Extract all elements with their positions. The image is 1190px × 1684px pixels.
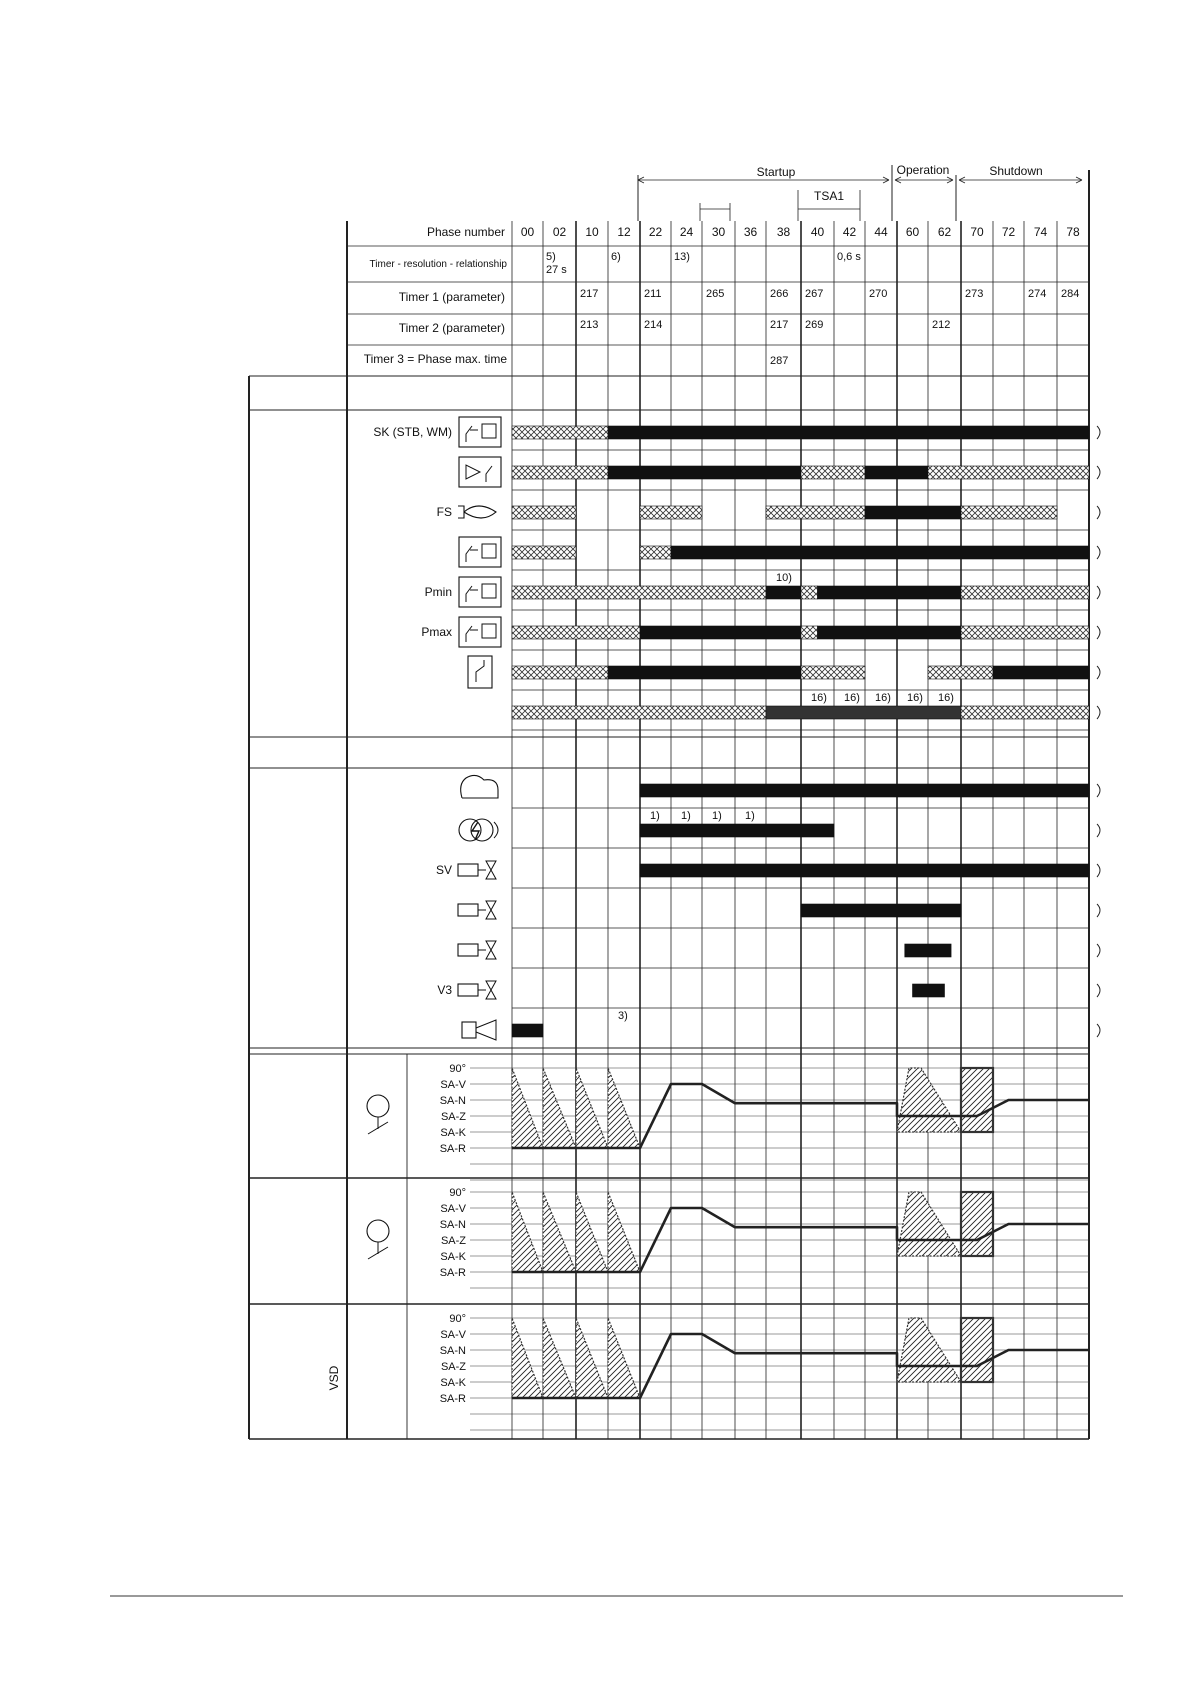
actuator-level-label: 90° — [449, 1187, 466, 1199]
signal-on-bar — [640, 784, 1089, 797]
icon-arc — [494, 822, 498, 838]
signal-on-bar — [801, 904, 961, 917]
vsd-label: VSD — [327, 1365, 341, 1391]
phase-number-label: Phase number — [426, 225, 505, 239]
signal-on-bar — [512, 1024, 543, 1037]
signal-on-bar — [608, 426, 1089, 439]
input-footnote: 16) — [811, 692, 827, 704]
phase-number-cell: 36 — [743, 225, 758, 239]
signal-undefined-bar — [512, 426, 608, 439]
signal-on-bar — [865, 506, 961, 519]
timer3-label: Timer 3 = Phase max. time — [363, 352, 507, 366]
icon-square — [482, 624, 496, 638]
signal-on-bar — [818, 626, 962, 639]
outputs-label: SV — [435, 863, 452, 877]
timer1-cell: 267 — [805, 288, 824, 300]
icon-valve — [478, 901, 496, 919]
timer-resolution-cell: 0,6 s — [837, 251, 861, 263]
timer1-cell: 217 — [580, 288, 599, 300]
signal-on-bar — [608, 666, 801, 679]
actuator-level-label: SA-V — [440, 1079, 466, 1091]
actuator-sawtooth — [576, 1318, 608, 1398]
tsa1-label: TSA1 — [813, 189, 845, 203]
signal-on-bar — [905, 944, 951, 957]
continue-marker — [1097, 626, 1100, 639]
phase-number-cell: 12 — [617, 225, 631, 239]
icon-valve — [478, 981, 496, 999]
timer-resolution-cell: 13) — [674, 251, 690, 263]
signal-undefined-bar — [801, 626, 818, 639]
continue-marker — [1097, 546, 1100, 559]
operation-label: Operation — [896, 163, 950, 177]
phase-number-cell: 02 — [552, 225, 567, 239]
signal-undefined-bar — [640, 546, 671, 559]
signal-on-bar — [608, 466, 801, 479]
inputs-label: Pmax — [421, 625, 452, 639]
continue-marker — [1097, 466, 1100, 479]
timer1-cell: 266 — [770, 288, 789, 300]
icons-layer — [367, 417, 501, 1259]
phase-number-cell: 30 — [711, 225, 726, 239]
timer1-cell: 274 — [1028, 288, 1047, 300]
icon-coil — [471, 819, 493, 841]
phase-number-cell: 62 — [937, 225, 952, 239]
icon-damper — [367, 1095, 389, 1117]
phase-number-cell: 78 — [1066, 225, 1080, 239]
actuator-level-label: SA-K — [440, 1377, 466, 1389]
signal-on-bar — [766, 586, 801, 599]
icon-damper — [367, 1220, 389, 1242]
timer1-label: Timer 1 (parameter) — [398, 290, 505, 304]
actuator-block — [961, 1318, 993, 1382]
phase-number-cell: 22 — [648, 225, 663, 239]
continue-marker — [1097, 784, 1100, 797]
input-footnote: 16) — [907, 692, 923, 704]
continue-marker — [1097, 824, 1100, 837]
actuator-level-label: SA-R — [439, 1393, 466, 1405]
icon-actuator — [458, 864, 478, 876]
icon-box — [459, 417, 501, 447]
icon-box — [459, 537, 501, 567]
icon-damper-arm — [368, 1242, 388, 1259]
phase-number-cell: 60 — [905, 225, 920, 239]
signal-undefined-bar — [928, 666, 993, 679]
input-footnote: 16) — [844, 692, 860, 704]
continue-marker — [1097, 984, 1100, 997]
bars-layer — [512, 426, 1100, 1037]
actuator-level-label: 90° — [449, 1063, 466, 1075]
actuator-sawtooth — [512, 1318, 543, 1398]
signal-on-bar — [913, 984, 945, 997]
timer-resolution-cell: 5) — [546, 251, 556, 263]
output-footnote: 3) — [618, 1010, 628, 1022]
inputs-label: Pmin — [424, 585, 452, 599]
signal-undefined-bar — [961, 506, 1057, 519]
ignition-transformer-icon — [459, 819, 498, 841]
continue-marker — [1097, 506, 1100, 519]
continue-marker — [1097, 586, 1100, 599]
icon-contact — [466, 546, 478, 562]
phase-number-cell: 10 — [585, 225, 599, 239]
timer1-cell: 273 — [965, 288, 984, 300]
timer2-cell: 212 — [932, 319, 951, 331]
signal-undefined-bar — [512, 546, 576, 559]
actuator-level-label: SA-Z — [440, 1361, 466, 1373]
input-footnote: 16) — [875, 692, 891, 704]
icon-box — [459, 617, 501, 647]
timer2-cell: 214 — [644, 319, 663, 331]
signal-on-bar — [818, 586, 962, 599]
icon-actuator — [458, 984, 478, 996]
continue-marker — [1097, 904, 1100, 917]
actuator-level-label: SA-K — [440, 1127, 466, 1139]
icon-valve — [478, 861, 496, 879]
icon-horn — [476, 1020, 496, 1040]
actuator-level-label: SA-Z — [440, 1235, 466, 1247]
continue-marker — [1097, 706, 1100, 719]
actuator-sawtooth — [608, 1068, 640, 1148]
thermostat-contact-icon — [459, 457, 501, 487]
inputs-label: SK (STB, WM) — [373, 425, 452, 439]
phase-number-cell: 74 — [1033, 225, 1048, 239]
actuator-sawtooth — [543, 1318, 576, 1398]
pressure-min-switch-icon — [459, 577, 501, 607]
icon-fan — [461, 775, 498, 798]
continue-marker — [1097, 426, 1100, 439]
flame-signal-icon — [458, 506, 496, 518]
icon-box — [459, 577, 501, 607]
signal-on-bar — [640, 626, 801, 639]
actuator-sawtooth — [576, 1192, 608, 1272]
actuator-sawtooth — [543, 1068, 576, 1148]
phase-number-cell: 42 — [842, 225, 857, 239]
air-pressure-switch-icon — [459, 537, 501, 567]
signal-undefined-bar — [640, 506, 702, 519]
timer1-cell: 265 — [706, 288, 725, 300]
actuator-sawtooth — [543, 1192, 576, 1272]
icon-square — [482, 544, 496, 558]
icon-triangle — [466, 465, 480, 479]
icon-square — [482, 424, 496, 438]
continue-marker — [1097, 666, 1100, 679]
timer1-cell: 284 — [1061, 288, 1080, 300]
phase-number-cell: 24 — [679, 225, 694, 239]
signal-undefined-bar — [512, 586, 766, 599]
input-footnote: 10) — [776, 572, 792, 584]
actuator-level-label: 90° — [449, 1313, 466, 1325]
timer-resolution-label: Timer - resolution - relationship — [369, 259, 507, 270]
actuator-sawtooth — [512, 1192, 543, 1272]
signal-on-bar — [865, 466, 928, 479]
phase-number-cell: 70 — [970, 225, 984, 239]
actuator-level-label: SA-V — [440, 1203, 466, 1215]
shutdown-label: Shutdown — [989, 164, 1043, 178]
icon-contact — [476, 660, 484, 682]
phase-number-cell: 44 — [874, 225, 888, 239]
actuator-2-icon — [367, 1220, 389, 1259]
actuator-level-label: SA-N — [439, 1095, 466, 1107]
actuator-1-icon — [367, 1095, 389, 1134]
header-layer — [638, 163, 1082, 221]
signal-on-bar — [993, 666, 1089, 679]
pressure-max-switch-icon — [459, 617, 501, 647]
fuel-valve-v3-icon — [458, 981, 496, 999]
signal-undefined-bar — [801, 466, 865, 479]
output-footnote: 1) — [681, 810, 691, 822]
outputs-label: V3 — [437, 983, 452, 997]
signal-undefined-bar — [961, 626, 1089, 639]
signal-undefined-bar — [512, 506, 576, 519]
signal-undefined-bar — [512, 626, 640, 639]
continue-marker — [1097, 864, 1100, 877]
signal-undefined-bar — [801, 666, 865, 679]
actuator-level-label: SA-K — [440, 1251, 466, 1263]
actuator-sawtooth — [576, 1068, 608, 1148]
signal-undefined-bar — [961, 586, 1089, 599]
signal-on-bar — [640, 824, 834, 837]
actuator-sawtooth — [608, 1192, 640, 1272]
timer1-cell: 270 — [869, 288, 888, 300]
alarm-horn-icon — [462, 1020, 496, 1040]
safety-valve-icon — [458, 861, 496, 879]
icon-square — [482, 584, 496, 598]
signal-undefined-bar — [766, 506, 865, 519]
icon-contact — [486, 466, 492, 482]
icon-flame — [458, 506, 496, 518]
timer-resolution-cell: 27 s — [546, 264, 567, 276]
actuator-block — [961, 1192, 993, 1256]
timer2-cell: 213 — [580, 319, 599, 331]
actuator-level-label: SA-V — [440, 1329, 466, 1341]
signal-on-bar — [671, 546, 1089, 559]
continue-marker — [1097, 944, 1100, 957]
phase-number-cell: 40 — [810, 225, 825, 239]
startup-label: Startup — [756, 165, 796, 179]
icon-damper-arm — [368, 1117, 388, 1134]
fan-motor-icon — [461, 775, 498, 798]
fuel-valve-v1-icon — [458, 901, 496, 919]
actuator-block — [961, 1068, 993, 1132]
timer3-cell: 287 — [770, 355, 789, 367]
signal-undefined-bar — [512, 666, 608, 679]
timer2-label: Timer 2 (parameter) — [398, 321, 505, 335]
fuel-valve-v2-icon — [458, 941, 496, 959]
icon-box — [468, 656, 492, 688]
phase-number-cell: 38 — [776, 225, 791, 239]
actuator-sawtooth — [512, 1068, 543, 1148]
signal-undefined-bar — [961, 706, 1089, 719]
icon-horn-body — [462, 1022, 476, 1038]
icon-actuator — [458, 944, 478, 956]
signal-undefined-bar — [928, 466, 1089, 479]
valve-proving-switch-icon — [468, 656, 492, 688]
actuator-level-label: SA-N — [439, 1345, 466, 1357]
actuator-sawtooth — [608, 1318, 640, 1398]
actuator-level-label: SA-R — [439, 1143, 466, 1155]
icon-valve — [478, 941, 496, 959]
icon-contact — [466, 626, 478, 642]
timer2-cell: 217 — [770, 319, 789, 331]
signal-on-bar — [766, 706, 961, 719]
actuator-level-label: SA-N — [439, 1219, 466, 1231]
phase-number-cell: 00 — [520, 225, 535, 239]
input-footnote: 16) — [938, 692, 954, 704]
actuator-level-label: SA-Z — [440, 1111, 466, 1123]
signal-on-bar — [640, 864, 1089, 877]
inputs-label: FS — [436, 505, 452, 519]
safety-loop-icon — [459, 417, 501, 447]
timer-resolution-cell: 6) — [611, 251, 621, 263]
icon-contact — [466, 586, 478, 602]
signal-undefined-bar — [801, 586, 818, 599]
icon-contact — [466, 426, 478, 442]
signal-undefined-bar — [512, 706, 766, 719]
signal-undefined-bar — [512, 466, 608, 479]
output-footnote: 1) — [650, 810, 660, 822]
icon-actuator — [458, 904, 478, 916]
output-footnote: 1) — [712, 810, 722, 822]
phase-number-cell: 72 — [1001, 225, 1016, 239]
actuator-level-label: SA-R — [439, 1267, 466, 1279]
output-footnote: 1) — [745, 810, 755, 822]
timer2-cell: 269 — [805, 319, 824, 331]
timer1-cell: 211 — [644, 288, 662, 300]
continue-marker — [1097, 1024, 1100, 1037]
